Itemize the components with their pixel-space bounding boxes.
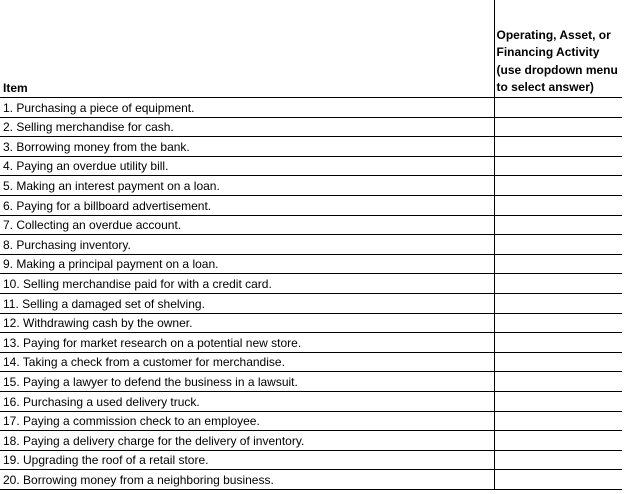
table-row — [0, 156, 622, 176]
answer-dropdown-cell[interactable] — [494, 137, 622, 157]
table-row — [0, 470, 622, 490]
item-cell: 10. Selling merchandise paid for with a credit card. — [0, 274, 494, 294]
header-row — [0, 0, 622, 98]
table-row — [0, 450, 622, 470]
table-row — [0, 235, 622, 255]
answer-dropdown-cell[interactable] — [494, 470, 622, 490]
item-cell: 18. Paying a delivery charge for the delivery of inventory. — [0, 431, 494, 451]
item-cell: 19. Upgrading the roof of a retail store. — [0, 450, 494, 470]
table-row — [0, 176, 622, 196]
item-cell: 4. Paying an overdue utility bill. — [0, 156, 494, 176]
answer-dropdown-cell[interactable] — [494, 98, 622, 118]
answer-dropdown-cell[interactable] — [494, 391, 622, 411]
answer-dropdown-cell[interactable] — [494, 274, 622, 294]
item-cell: 2. Selling merchandise for cash. — [0, 117, 494, 137]
table-row — [0, 313, 622, 333]
answer-dropdown-cell[interactable] — [494, 372, 622, 392]
table-row — [0, 391, 622, 411]
item-cell: 5. Making an interest payment on a loan. — [0, 176, 494, 196]
table-row — [0, 137, 622, 157]
answer-dropdown-cell[interactable] — [494, 117, 622, 137]
answer-dropdown-cell[interactable] — [494, 293, 622, 313]
item-cell: 14. Taking a check from a customer for merchandise. — [0, 352, 494, 372]
answer-dropdown-cell[interactable] — [494, 431, 622, 451]
item-cell: 16. Purchasing a used delivery truck. — [0, 391, 494, 411]
item-cell: 17. Paying a commission check to an employee. — [0, 411, 494, 431]
answer-column-header: Operating, Asset, or Financing Activity (use dropdown menu to select answer) — [494, 0, 622, 98]
item-cell: 13. Paying for market research on a potential new store. — [0, 333, 494, 353]
table-row — [0, 352, 622, 372]
item-column-header: Item — [0, 0, 494, 98]
answer-dropdown-cell[interactable] — [494, 333, 622, 353]
item-cell: 3. Borrowing money from the bank. — [0, 137, 494, 157]
answer-dropdown-cell[interactable] — [494, 235, 622, 255]
table-row — [0, 98, 622, 118]
table-row — [0, 372, 622, 392]
item-cell: 9. Making a principal payment on a loan. — [0, 254, 494, 274]
answer-dropdown-cell[interactable] — [494, 313, 622, 333]
table-row — [0, 215, 622, 235]
item-cell: 11. Selling a damaged set of shelving. — [0, 293, 494, 313]
answer-dropdown-cell[interactable] — [494, 195, 622, 215]
table-row — [0, 411, 622, 431]
answer-dropdown-cell[interactable] — [494, 411, 622, 431]
answer-dropdown-cell[interactable] — [494, 156, 622, 176]
answer-dropdown-cell[interactable] — [494, 254, 622, 274]
item-cell: 8. Purchasing inventory. — [0, 235, 494, 255]
answer-dropdown-cell[interactable] — [494, 450, 622, 470]
table-row — [0, 333, 622, 353]
item-cell: 15. Paying a lawyer to defend the business in a lawsuit. — [0, 372, 494, 392]
table-row — [0, 293, 622, 313]
item-cell: 6. Paying for a billboard advertisement. — [0, 195, 494, 215]
answer-dropdown-cell[interactable] — [494, 176, 622, 196]
table-row — [0, 117, 622, 137]
answer-dropdown-cell[interactable] — [494, 215, 622, 235]
item-cell: 7. Collecting an overdue account. — [0, 215, 494, 235]
answer-dropdown-cell[interactable] — [494, 352, 622, 372]
table-row — [0, 431, 622, 451]
table-row — [0, 195, 622, 215]
table-row — [0, 274, 622, 294]
item-cell: 1. Purchasing a piece of equipment. — [0, 98, 494, 118]
item-cell: 20. Borrowing money from a neighboring business. — [0, 470, 494, 490]
item-cell: 12. Withdrawing cash by the owner. — [0, 313, 494, 333]
table-row — [0, 254, 622, 274]
